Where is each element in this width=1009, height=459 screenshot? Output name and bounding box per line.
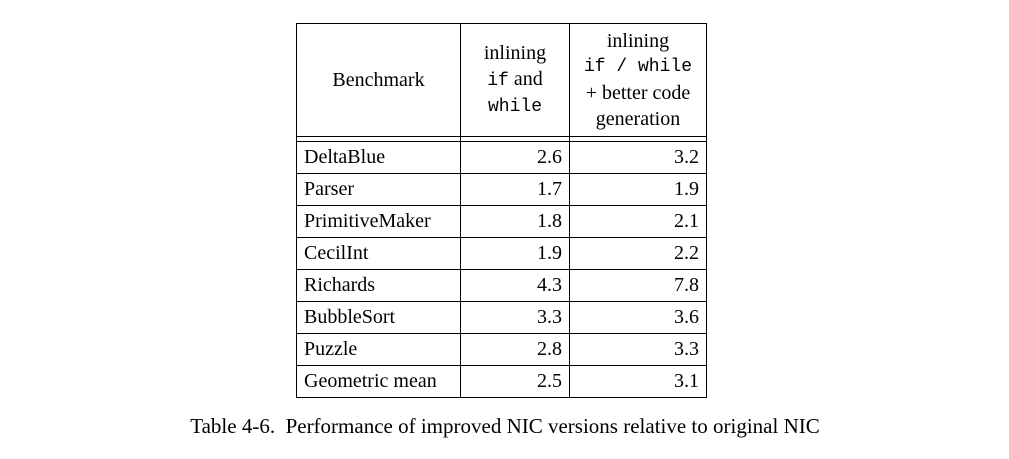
value-inlining: 2.6 bbox=[461, 142, 570, 174]
value-inlining: 1.8 bbox=[461, 206, 570, 238]
value-inlining: 2.8 bbox=[461, 334, 570, 366]
benchmark-name: Geometric mean bbox=[297, 366, 461, 398]
table-row bbox=[297, 366, 707, 398]
value-inlining-codegen: 3.3 bbox=[570, 334, 707, 366]
value-inlining: 4.3 bbox=[461, 270, 570, 302]
benchmark-name: BubbleSort bbox=[297, 302, 461, 334]
header-col2-line1: inlining bbox=[483, 42, 547, 64]
value-inlining-codegen: 1.9 bbox=[570, 174, 707, 206]
benchmark-name: DeltaBlue bbox=[297, 142, 461, 174]
benchmark-name: PrimitiveMaker bbox=[297, 206, 461, 238]
benchmark-name: Parser bbox=[297, 174, 461, 206]
benchmark-name: Richards bbox=[297, 270, 461, 302]
header-benchmark-label: Benchmark bbox=[332, 69, 425, 91]
value-inlining: 3.3 bbox=[461, 302, 570, 334]
results-table-container bbox=[296, 23, 706, 398]
header-col2-line2 bbox=[461, 66, 569, 94]
header-col2-code-if: if bbox=[487, 71, 509, 91]
table-row bbox=[297, 334, 707, 366]
value-inlining-codegen: 2.2 bbox=[570, 238, 707, 270]
header-col2-code-while: while bbox=[487, 97, 542, 117]
value-inlining-codegen: 3.2 bbox=[570, 142, 707, 174]
benchmark-name: Puzzle bbox=[297, 334, 461, 366]
header-col3-line3: + better code bbox=[585, 82, 691, 104]
value-inlining-codegen: 3.1 bbox=[570, 366, 707, 398]
performance-table bbox=[296, 23, 707, 398]
table-row bbox=[297, 270, 707, 302]
value-inlining-codegen: 3.6 bbox=[570, 302, 707, 334]
header-col3-line4: generation bbox=[595, 108, 681, 130]
value-inlining: 2.5 bbox=[461, 366, 570, 398]
header-inlining-better-codegen bbox=[570, 24, 707, 137]
value-inlining-codegen: 7.8 bbox=[570, 270, 707, 302]
table-caption-text: Table 4-6. Performance of improved NIC versions relative to original NIC bbox=[190, 414, 820, 438]
table-row bbox=[297, 142, 707, 174]
header-col3-line1: inlining bbox=[606, 30, 670, 52]
header-col3-code: if / while bbox=[583, 57, 693, 77]
benchmark-name: CecilInt bbox=[297, 238, 461, 270]
value-inlining: 1.9 bbox=[461, 238, 570, 270]
table-row bbox=[297, 206, 707, 238]
header-inlining-if-while bbox=[461, 24, 570, 137]
table-row bbox=[297, 302, 707, 334]
header-benchmark bbox=[297, 24, 461, 137]
header-row bbox=[297, 24, 707, 137]
table-row bbox=[297, 238, 707, 270]
table-row bbox=[297, 174, 707, 206]
header-col2-and: and bbox=[508, 68, 543, 90]
value-inlining-codegen: 2.1 bbox=[570, 206, 707, 238]
table-caption bbox=[0, 414, 1009, 439]
value-inlining: 1.7 bbox=[461, 174, 570, 206]
